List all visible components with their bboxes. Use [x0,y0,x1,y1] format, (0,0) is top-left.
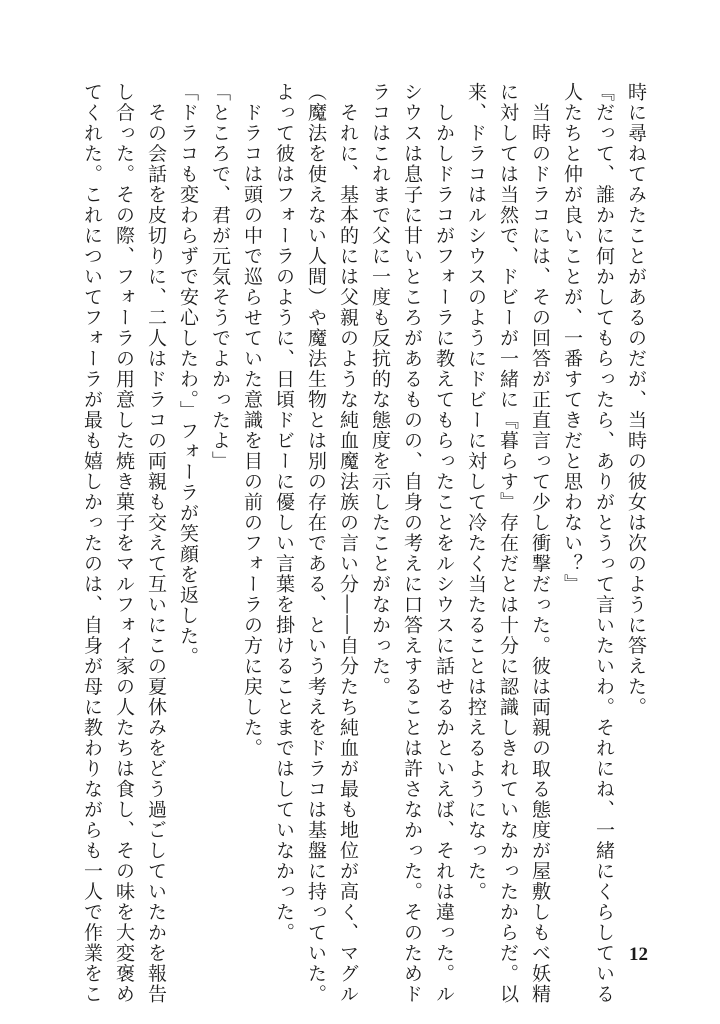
text-line: それに、基本的には父親のような純血魔法族の言い分――自分たち純血が最も地位が高く、マグル [337,82,359,1005]
text-line: ラコはこれまで父に一度も反抗的な態度を示したことがなかった。 [369,82,391,697]
text-line: 人たちと仲が良いことが、一番すてきだと思わない？』 [561,82,583,595]
text-line: （魔法を使えない人間）や魔法生物とは別の存在である、という考えをドラコは基盤に持っていた。 [305,82,327,1005]
text-line: てくれた。これについてフォーラが最も嬉しかったのは、自身が母に教わりながらも一人で作業をこ [81,82,103,1005]
vertical-text-body [76,82,652,1005]
text-line: シウスは息子に甘いところがあるものの、自身の考えに口答えすることは許さなかった。そのためド [401,82,423,1005]
text-line: 当時のドラコには、その回答が正直言って少し衝撃だった。彼は両親の取る態度が屋敷しもべ妖精 [529,82,551,1005]
text-line: に対しては当然で、ドビーが一緒に『暮らす』存在だとは十分に認識しきれていなかったからだ。以 [497,82,519,1005]
text-line: 時に尋ねてみたことがあるのだが、当時の彼女は次のように答えた。 [625,82,647,718]
text-line: 「ところで、君が元気そうでよかったよ」 [209,82,231,472]
text-line: よって彼はフォーラのように、日頃ドビーに優しい言葉を掛けることまではしていなかった。 [273,82,295,943]
text-line: し合った。その際、フォーラの用意した焼き菓子をマルフォイ家の人たちは食し、その味を大変褒め [113,82,135,1005]
text-line: 『だって、誰かに何かしてもらったら、ありがとうって言いたいわ。それにね、一緒にくらしている [593,82,615,1005]
page-number: 12 [629,944,648,965]
text-line: 来、ドラコはルシウスのようにドビーに対して冷たく当たることは控えるようになった。 [465,82,487,902]
text-line: ドラコは頭の中で巡らせていた意識を目の前のフォーラの方に戻した。 [241,82,263,759]
text-line: その会話を皮切りに、二人はドラコの両親も交えて互いにこの夏休みをどう過ごしていたかを報告 [145,82,167,1005]
text-line: 「ドラコも変わらずで安心したわ。」フォーラが笑顔を返した。 [177,82,199,667]
text-line: しかしドラコがフォーラに教えてもらったことをルシウスに話せるかといえば、それは違った。ル [433,82,455,1005]
